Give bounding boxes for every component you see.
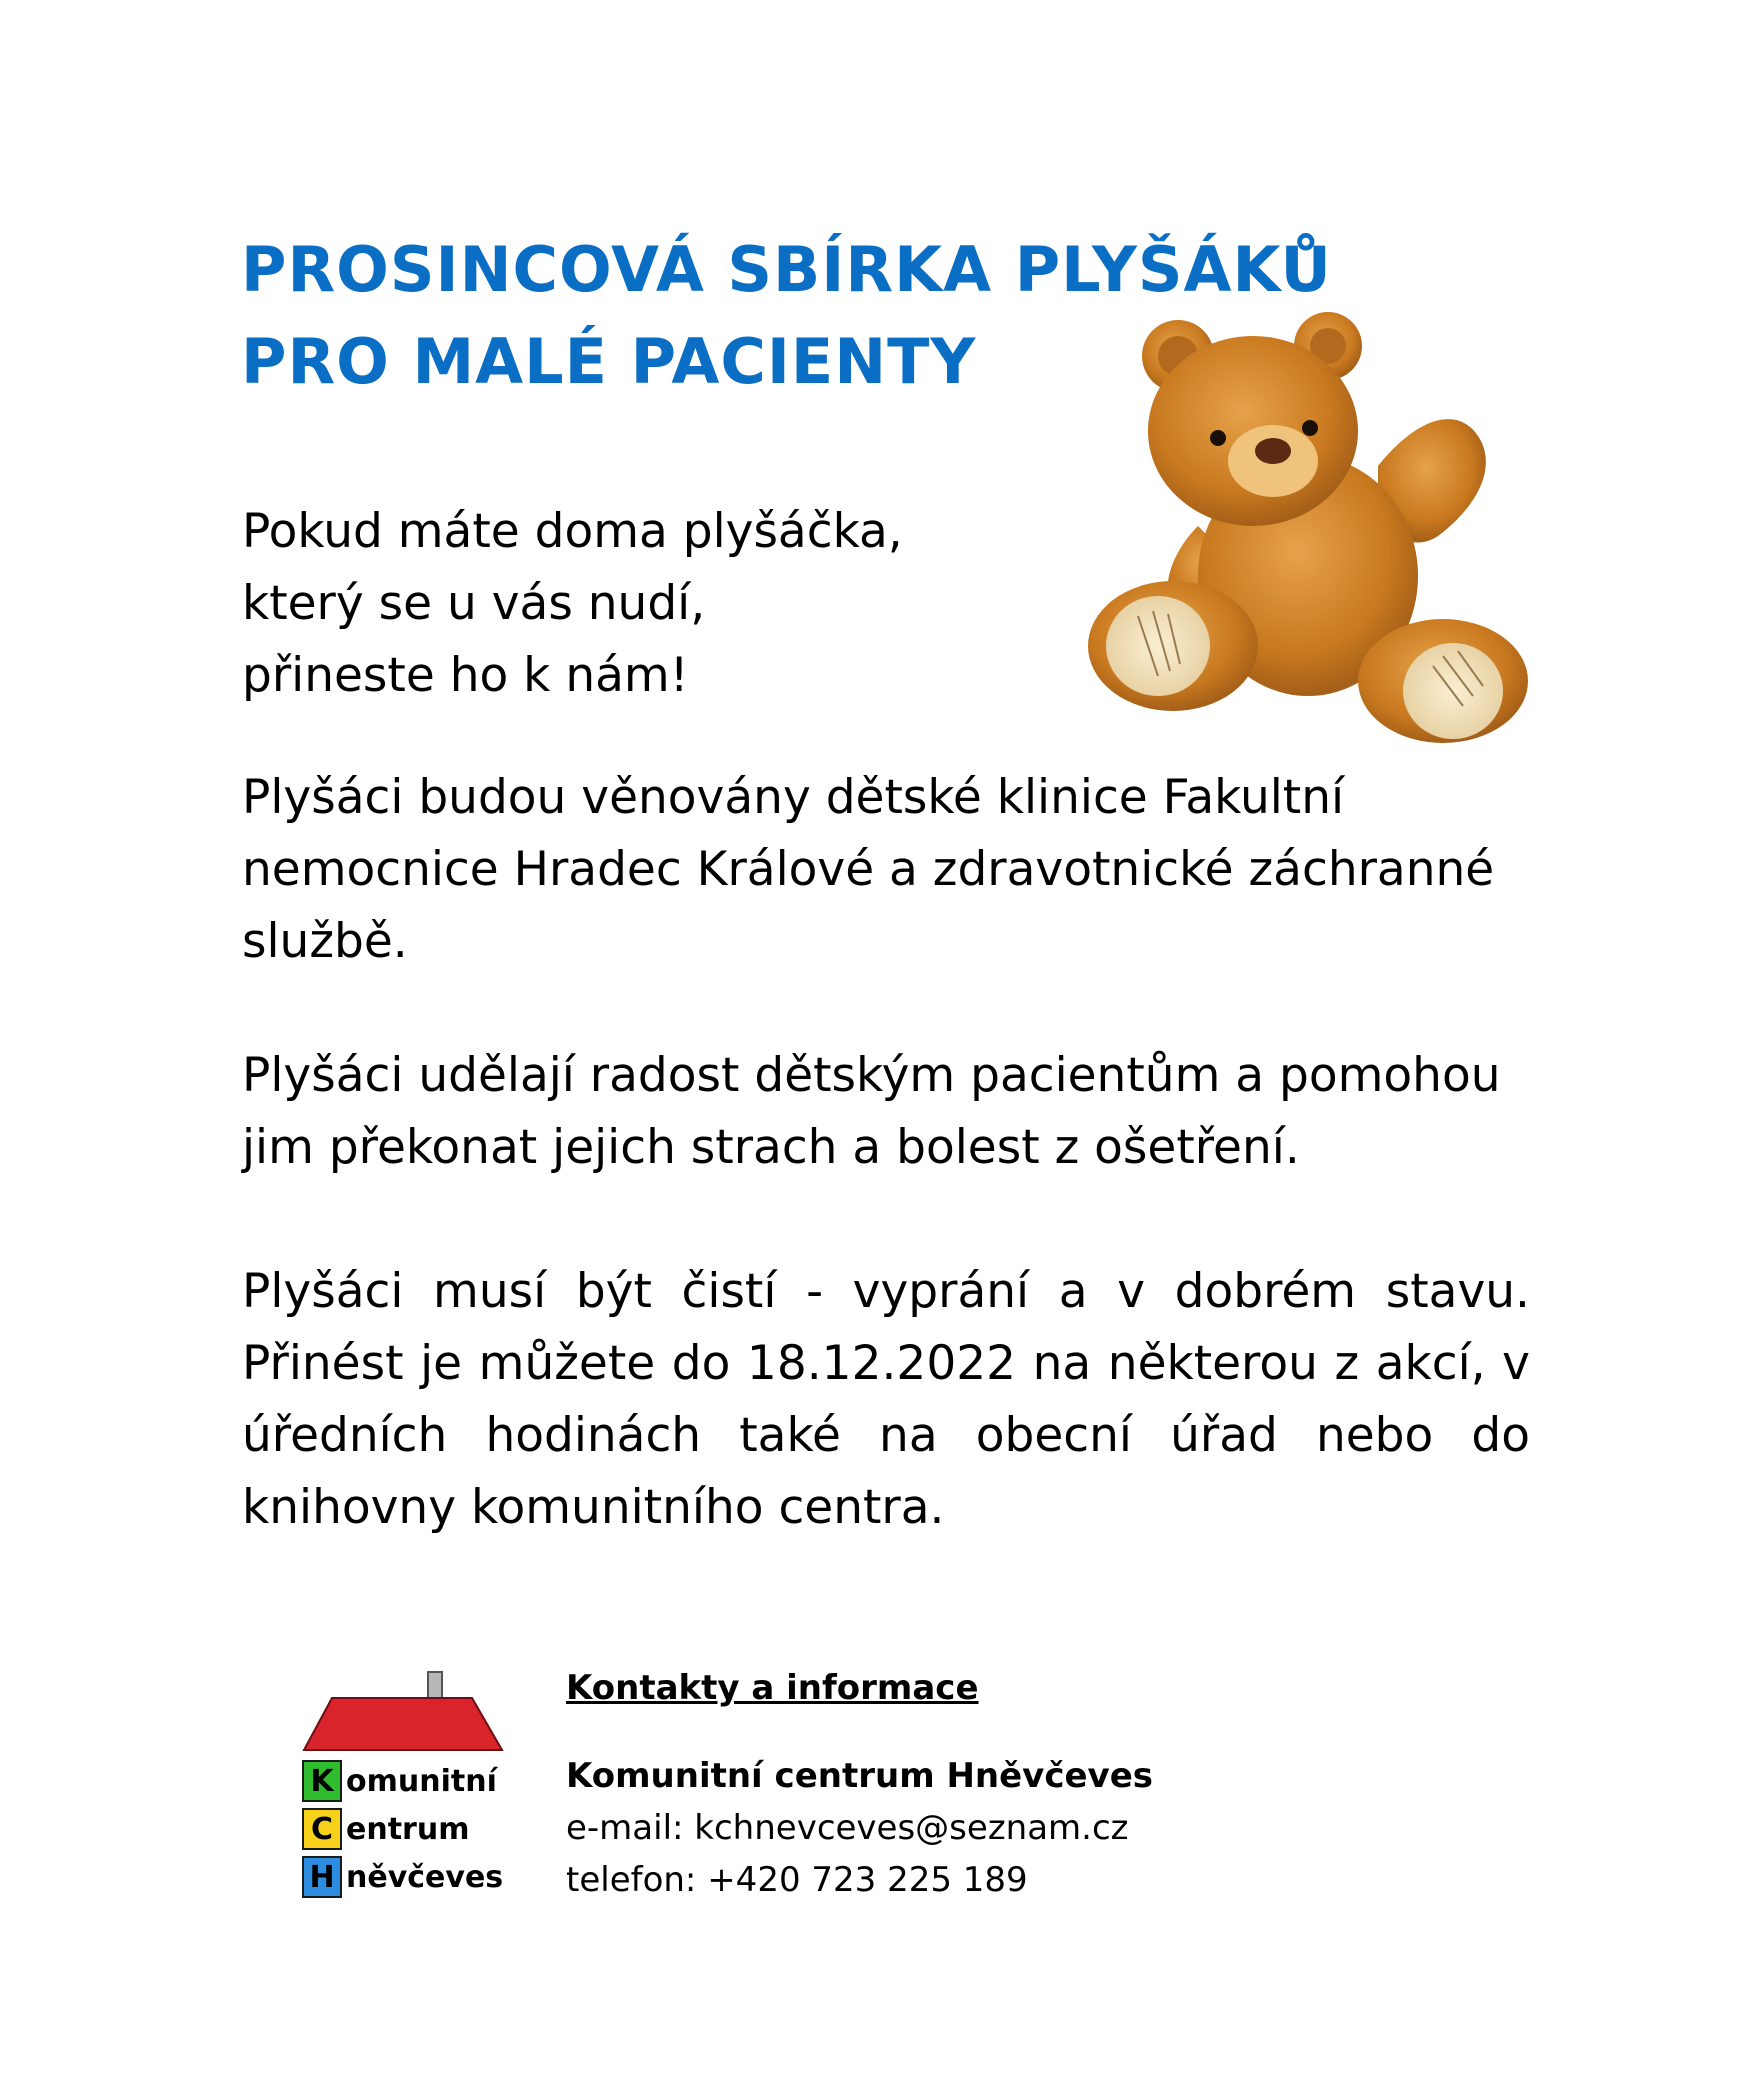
logo-word-k: omunitní: [346, 1763, 497, 1799]
intro-line-2: který se u vás nudí,: [242, 576, 706, 631]
logo-row-k: [302, 1758, 497, 1804]
intro-line-3: přineste ho k nám!: [242, 648, 689, 703]
paragraph-donation: Plyšáci budou věnovány dětské klinice Fakultní nemocnice Hradec Králové a zdravotnické záchranné službě.: [242, 770, 1495, 969]
paragraph-conditions: Plyšáci musí být čistí - vyprání a v dobrém stavu. Přinést je můžete do 18.12.2022 na některou z akcí, v úředních hodinách také na obecní úřad nebo do knihovny komunitního centra.: [242, 1264, 1530, 1535]
logo-letter-c: C: [302, 1808, 342, 1850]
title-line-1: PROSINCOVÁ SBÍRKA PLYŠÁKŮ: [241, 233, 1332, 306]
logo-letter-h: H: [302, 1856, 342, 1898]
logo-row-h: [302, 1854, 503, 1900]
logo-letter-k: K: [302, 1760, 342, 1802]
contact-heading: Kontakty a informace: [566, 1668, 979, 1708]
intro-text: [242, 496, 942, 712]
teddy-bear-icon: [1078, 296, 1552, 772]
logo-word-c: entrum: [346, 1811, 470, 1847]
contact-block: [566, 1664, 1153, 1906]
logo-word-h: něvčeves: [346, 1859, 504, 1895]
paragraph-purpose: Plyšáci udělají radost dětským pacientům a pomohou jim překonat jejich strach a bolest z ošetření.: [242, 1048, 1501, 1175]
intro-line-1: Pokud máte doma plyšáčka,: [242, 504, 903, 559]
contact-email: e-mail: kchnevceves@seznam.cz: [566, 1808, 1129, 1848]
contact-phone: telefon: +420 723 225 189: [566, 1860, 1028, 1900]
title-line-2: PRO MALÉ PACIENTY: [241, 325, 977, 398]
contact-organization: Komunitní centrum Hněvčeves: [566, 1756, 1154, 1796]
logo-row-c: [302, 1806, 469, 1852]
